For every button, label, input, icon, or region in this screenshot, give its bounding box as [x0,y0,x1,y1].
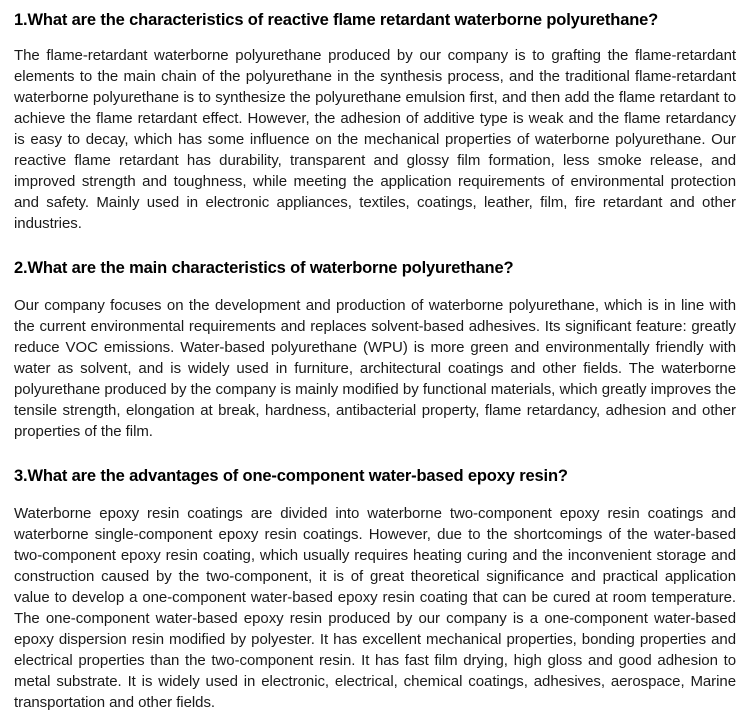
faq-answer-3: Waterborne epoxy resin coatings are divided into waterborne two-component epoxy resin coatings and waterborne single-component epoxy resin coatings. However, due to the shortcomings of the water-based two-component epoxy resin coating, which usually requires heating curing and the inconvenient storage and construction caused by the two-component, it is of great theoretical significance and practical application value to develop a one-component water-based epoxy resin coating that can be cured at room temperature. The one-component water-based epoxy resin produced by our company is a one-component water-based epoxy dispersion resin modified by polyester. It has excellent mechanical properties, bonding properties and electrical properties than the two-component resin. It has fast film drying, high gloss and good adhesion to metal substrate. It is widely used in electronic, electrical, chemical coatings, adhesives, aerospace, Marine transportation and other fields. [14,505,736,711]
faq-question-1: 1.What are the characteristics of reactive flame retardant waterborne polyurethane? [14,11,659,29]
faq-question-3: 3.What are the advantages of one-component water-based epoxy resin? [14,467,568,485]
faq-question-2: 2.What are the main characteristics of waterborne polyurethane? [14,259,514,277]
faq-answer-1: The flame-retardant waterborne polyurethane produced by our company is to grafting the flame-retardant elements to the main chain of the polyurethane in the synthesis process, and the traditional flame-retardant waterborne polyurethane is to synthesize the polyurethane emulsion first, and then add the flame retardant to achieve the flame retardant effect. However, the adhesion of additive type is weak and the flame retardancy is easy to decay, which has some influence on the mechanical properties of waterborne polyurethane. Our reactive flame retardant has durability, transparent and glossy film formation, less smoke release, and improved strength and toughness, while meeting the application requirements of environmental protection and safety. Mainly used in electronic appliances, textiles, coatings, leather, film, fire retardant and other industries. [14,47,736,232]
faq-answer-2: Our company focuses on the development and production of waterborne polyurethane, which is in line with the current environmental requirements and replaces solvent-based adhesives. Its significant feature: greatly reduce VOC emissions. Water-based polyurethane (WPU) is more green and environmentally friendly with water as solvent, and is widely used in furniture, architectural coatings and other fields. The waterborne polyurethane produced by the company is mainly modified by functional materials, which greatly improves the tensile strength, elongation at break, hardness, antibacterial property, flame retardancy, adhesion and other properties of the film. [14,297,736,440]
faq-item-2 [14,234,736,442]
faq-item-1 [14,0,736,234]
faq-item-3 [14,442,736,713]
